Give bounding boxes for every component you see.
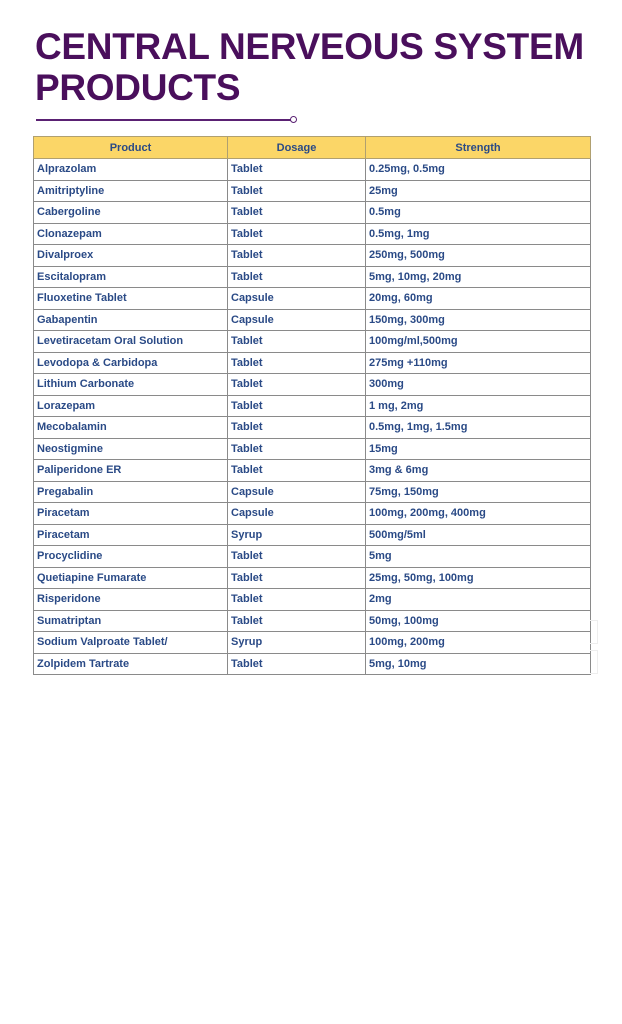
cell-dosage: Tablet [228,223,366,245]
cell-product: Amitriptyline [34,180,228,202]
table-row [34,632,591,654]
cell-dosage: Tablet [228,417,366,439]
cell-product: Neostigmine [34,438,228,460]
cell-strength: 15mg [366,438,591,460]
cell-product: Piracetam [34,503,228,525]
table-row [34,288,591,310]
cell-strength: 75mg, 150mg [366,481,591,503]
cell-product: Levetiracetam Oral Solution [34,331,228,353]
cell-product: Paliperidone ER [34,460,228,482]
cell-product: Divalproex [34,245,228,267]
cell-product: Mecobalamin [34,417,228,439]
cell-dosage: Tablet [228,331,366,353]
table-row [34,503,591,525]
cell-dosage: Tablet [228,374,366,396]
products-table [33,136,591,675]
cell-product: Sumatriptan [34,610,228,632]
title-divider [36,119,294,121]
table-row [34,159,591,181]
table-row [34,567,591,589]
cell-dosage: Capsule [228,481,366,503]
cell-product: Lorazepam [34,395,228,417]
table-row [34,546,591,568]
cell-product: Risperidone [34,589,228,611]
cell-product: Procyclidine [34,546,228,568]
cell-dosage: Syrup [228,632,366,654]
cell-strength: 3mg & 6mg [366,460,591,482]
cell-dosage: Tablet [228,180,366,202]
faint-box [590,620,598,644]
cell-dosage: Tablet [228,159,366,181]
cell-strength: 5mg, 10mg, 20mg [366,266,591,288]
cell-strength: 100mg, 200mg, 400mg [366,503,591,525]
cell-dosage: Tablet [228,352,366,374]
cell-strength: 500mg/5ml [366,524,591,546]
cell-product: Gabapentin [34,309,228,331]
divider-end-dot [290,116,297,123]
table-row [34,374,591,396]
cell-dosage: Tablet [228,567,366,589]
table-row [34,266,591,288]
cell-strength: 1 mg, 2mg [366,395,591,417]
table-row [34,180,591,202]
table-row [34,589,591,611]
table-row [34,202,591,224]
cell-dosage: Tablet [228,610,366,632]
table-row [34,610,591,632]
cell-strength: 50mg, 100mg [366,610,591,632]
cell-strength: 0.5mg, 1mg [366,223,591,245]
cell-strength: 0.5mg [366,202,591,224]
cell-dosage: Tablet [228,460,366,482]
cell-strength: 300mg [366,374,591,396]
header-dosage: Dosage [228,137,366,159]
table-row [34,309,591,331]
table-row [34,395,591,417]
table-row [34,352,591,374]
cell-dosage: Capsule [228,503,366,525]
cell-dosage: Tablet [228,245,366,267]
cell-strength: 5mg [366,546,591,568]
cell-product: Clonazepam [34,223,228,245]
header-product: Product [34,137,228,159]
cell-strength: 2mg [366,589,591,611]
cell-dosage: Syrup [228,524,366,546]
cell-dosage: Tablet [228,546,366,568]
page-title: CENTRAL NERVEOUS SYSTEM PRODUCTS [35,26,584,108]
cell-dosage: Tablet [228,202,366,224]
faint-box [590,650,598,674]
cell-strength: 20mg, 60mg [366,288,591,310]
cell-dosage: Tablet [228,395,366,417]
cell-dosage: Tablet [228,438,366,460]
cell-product: Pregabalin [34,481,228,503]
cell-product: Sodium Valproate Tablet/ [34,632,228,654]
cell-product: Lithium Carbonate [34,374,228,396]
cell-product: Escitalopram [34,266,228,288]
table-row [34,331,591,353]
table-row [34,417,591,439]
cell-strength: 25mg, 50mg, 100mg [366,567,591,589]
table-row [34,524,591,546]
cell-strength: 100mg, 200mg [366,632,591,654]
cell-dosage: Tablet [228,653,366,675]
cell-product: Piracetam [34,524,228,546]
cell-product: Zolpidem Tartrate [34,653,228,675]
cell-dosage: Capsule [228,288,366,310]
cell-strength: 0.25mg, 0.5mg [366,159,591,181]
table-row [34,653,591,675]
table-row [34,223,591,245]
table-row [34,460,591,482]
cell-product: Cabergoline [34,202,228,224]
cell-strength: 25mg [366,180,591,202]
header-strength: Strength [366,137,591,159]
cell-product: Alprazolam [34,159,228,181]
cell-strength: 5mg, 10mg [366,653,591,675]
cell-strength: 250mg, 500mg [366,245,591,267]
table-row [34,481,591,503]
cell-dosage: Tablet [228,266,366,288]
table-body [34,159,591,675]
cell-dosage: Tablet [228,589,366,611]
table-row [34,438,591,460]
cell-strength: 275mg +110mg [366,352,591,374]
cell-strength: 100mg/ml,500mg [366,331,591,353]
cell-product: Levodopa & Carbidopa [34,352,228,374]
cell-strength: 0.5mg, 1mg, 1.5mg [366,417,591,439]
cell-product: Quetiapine Fumarate [34,567,228,589]
cell-dosage: Capsule [228,309,366,331]
cell-strength: 150mg, 300mg [366,309,591,331]
cell-product: Fluoxetine Tablet [34,288,228,310]
table-header-row [34,137,591,159]
table-row [34,245,591,267]
